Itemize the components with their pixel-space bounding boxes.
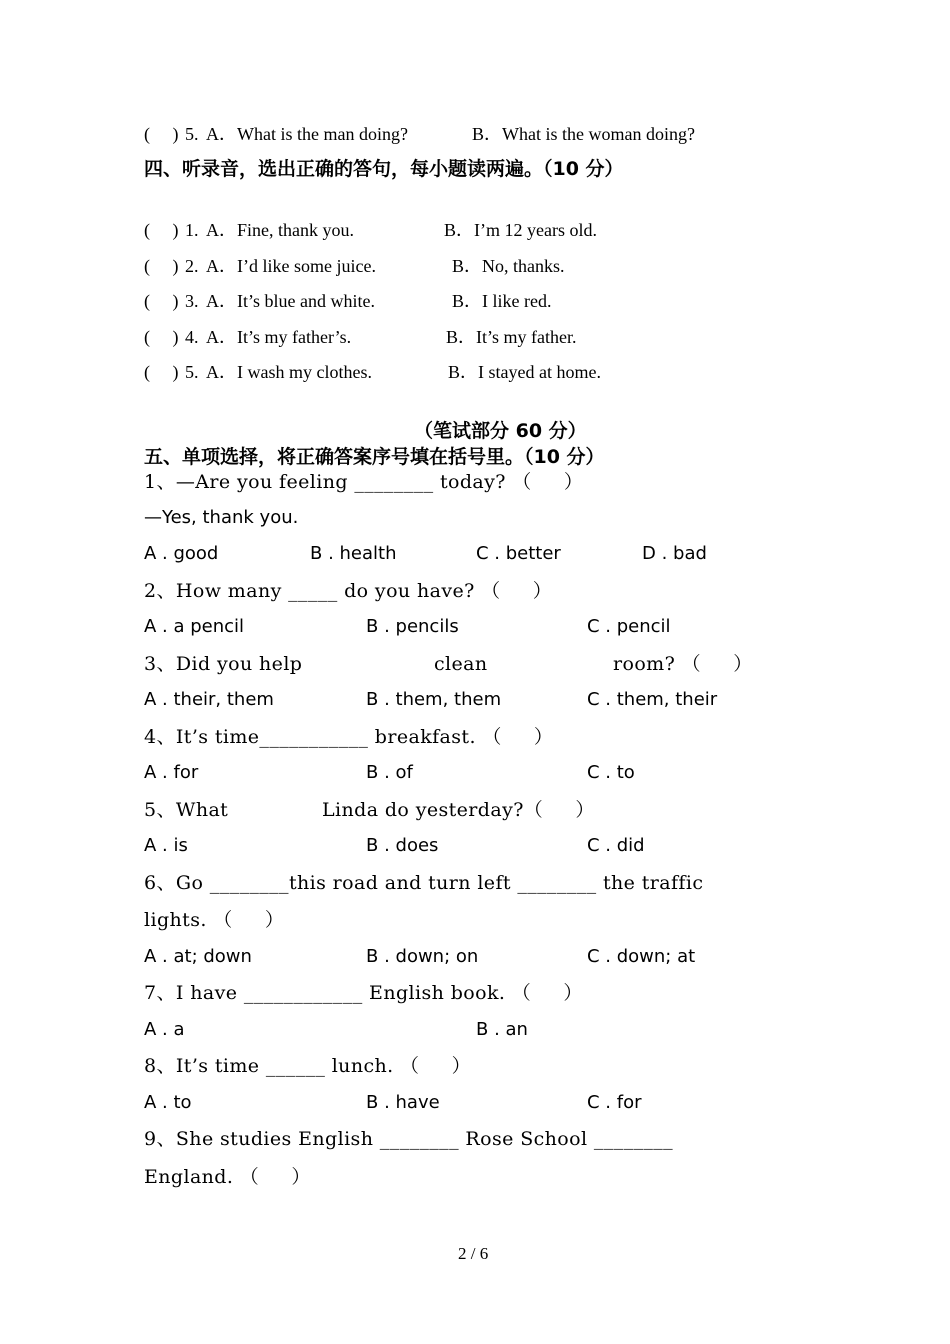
option-a: A . is	[144, 835, 188, 856]
option-b: B．What is the woman doing?	[472, 124, 695, 144]
q3-stem-part3: room? （ ）	[613, 653, 753, 675]
page-number: 2 / 6	[458, 1244, 489, 1263]
written-part-heading: （笔试部分 60 分）	[414, 420, 587, 442]
option-a: A．It’s my father’s.	[206, 327, 352, 347]
question-number: 5.	[185, 362, 199, 382]
q1-stem: 1、—Are you feeling ________ today? （ ）	[144, 471, 584, 493]
option-a: A . to	[144, 1092, 192, 1113]
option-b: B．No, thanks.	[452, 256, 565, 276]
option-c: C . down; at	[587, 946, 696, 967]
option-d: D . bad	[642, 543, 707, 564]
question-number: 2.	[185, 256, 199, 276]
option-b: B．I like red.	[452, 291, 552, 311]
option-c: C . did	[587, 835, 645, 856]
option-b: B．I stayed at home.	[448, 362, 601, 382]
option-a: A . for	[144, 762, 199, 783]
q3-stem-part2: clean	[434, 653, 488, 675]
q9-stem-line2: England. （ ）	[144, 1166, 311, 1188]
q6-stem-line1: 6、Go ________this road and turn left ________ the traffic	[144, 872, 704, 894]
option-b: B．It’s my father.	[446, 327, 577, 347]
q5-stem-part1: 5、What	[144, 799, 229, 821]
option-a: A．It’s blue and white.	[206, 291, 375, 311]
question-number: 3.	[185, 291, 199, 311]
option-c: C . to	[587, 762, 635, 783]
option-c: C . better	[476, 543, 561, 564]
option-b: B . an	[476, 1019, 528, 1040]
option-c: C . them, their	[587, 689, 718, 710]
option-a: A．Fine, thank you.	[206, 220, 354, 240]
question-number: 1.	[185, 220, 199, 240]
answer-bracket: ( )	[144, 220, 179, 240]
q8-stem: 8、It’s time ______ lunch. （ ）	[144, 1055, 472, 1077]
option-b: B . does	[366, 835, 439, 856]
option-a: A . their, them	[144, 689, 274, 710]
option-b: B . of	[366, 762, 413, 783]
option-a: A . at; down	[144, 946, 252, 967]
option-b: B . pencils	[366, 616, 459, 637]
section4-title: 四、听录音，选出正确的答句，每小题读两遍。（10 分）	[144, 158, 624, 180]
option-c: C . pencil	[587, 616, 671, 637]
option-a: A．I wash my clothes.	[206, 362, 372, 382]
q4-stem: 4、It’s time___________ breakfast. （ ）	[144, 726, 554, 748]
question-number: 4.	[185, 327, 199, 347]
option-a: A . good	[144, 543, 219, 564]
q3-stem-part1: 3、Did you help	[144, 653, 303, 675]
q5-stem-part2: Linda do yesterday?（ ）	[322, 799, 595, 821]
q6-stem-line2: lights. （ ）	[144, 909, 285, 931]
option-a: A．What is the man doing?	[206, 124, 408, 144]
q1-reply: —Yes, thank you.	[144, 507, 299, 528]
option-c: C . for	[587, 1092, 642, 1113]
q7-stem: 7、I have ____________ English book. （ ）	[144, 982, 583, 1004]
option-b: B . have	[366, 1092, 440, 1113]
option-b: B．I’m 12 years old.	[444, 220, 597, 240]
answer-bracket: ( )	[144, 362, 179, 382]
option-a: A．I’d like some juice.	[206, 256, 376, 276]
answer-bracket: ( )	[144, 124, 179, 144]
answer-bracket: ( )	[144, 327, 179, 347]
answer-bracket: ( )	[144, 256, 179, 276]
answer-bracket: ( )	[144, 291, 179, 311]
question-number: 5.	[185, 124, 199, 144]
section5-title: 五、单项选择，将正确答案序号填在括号里。（10 分）	[144, 446, 605, 468]
option-a: A . a pencil	[144, 616, 245, 637]
option-b: B . them, them	[366, 689, 502, 710]
option-b: B . down; on	[366, 946, 479, 967]
q2-stem: 2、How many _____ do you have? （ ）	[144, 580, 553, 602]
q9-stem-line1: 9、She studies English ________ Rose School ________	[144, 1128, 674, 1150]
option-b: B . health	[310, 543, 397, 564]
option-a: A . a	[144, 1019, 185, 1040]
